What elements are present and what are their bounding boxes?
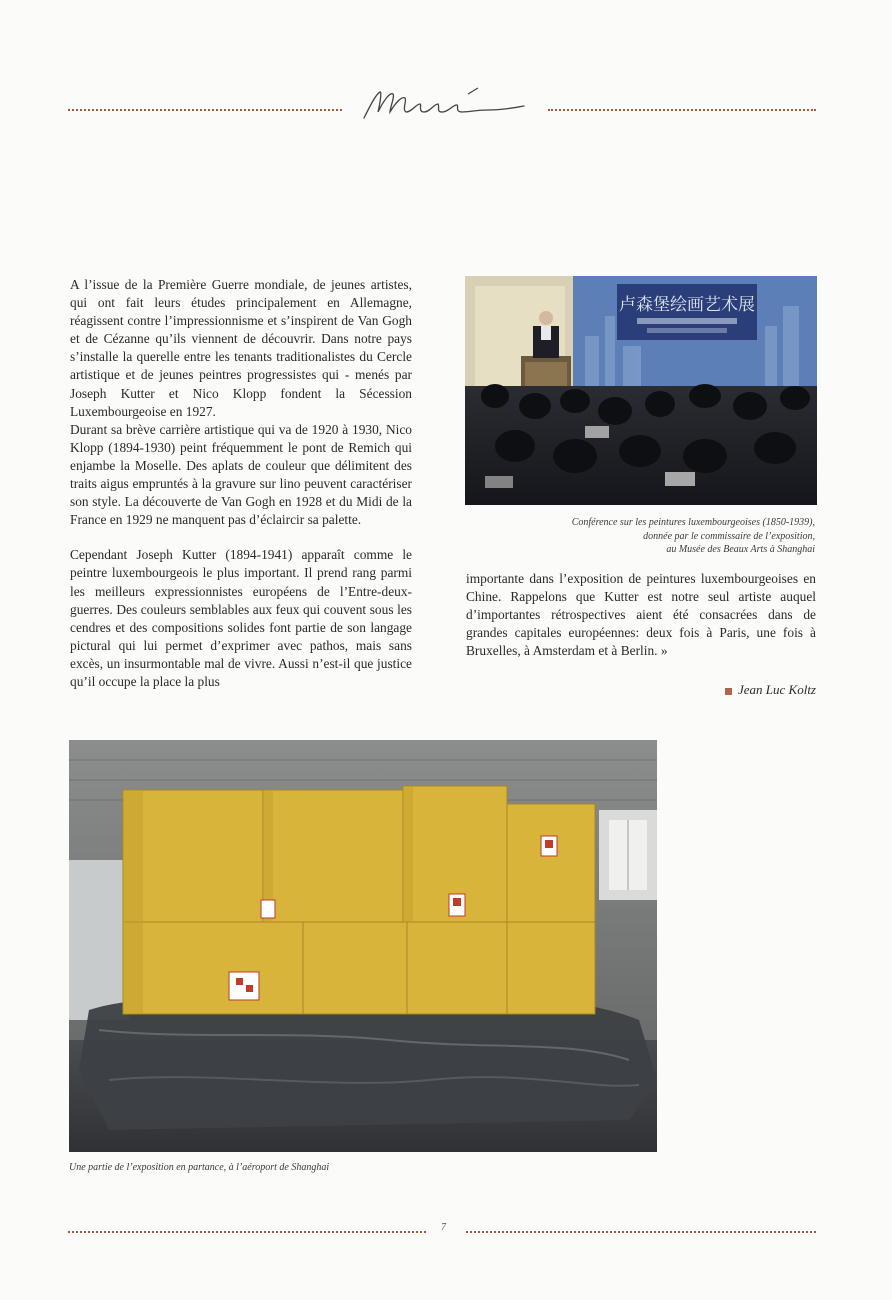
paragraph: Durant sa brève carrière artistique qui va de 1920 à 1930, Nico Klopp (1894-1930) peint fréquemment le pont de Remich qui enjambe la Moselle. Des aplats de couleur que délimitent des traits aigus empruntés à la gravure sur lino peuvent caractériser son style. La découverte de Van Gogh en 1928 et du Midi de la France en 1929 ne manquent pas d’éclaircir sa palette. [70, 421, 412, 528]
signature-square-icon [725, 688, 732, 695]
paragraph: Cependant Joseph Kutter (1894-1941) apparaît comme le peintre luxembourgeois le plus important. Il prend rang parmi les meilleurs expressionnistes européens de l’Entre-deux-guerres. Des couleurs semblables aux feux qui couvent sous les cendres et des compositions solides font partie de son langage pictural qui lui permet d’exprimer avec pathos, mais sans excès, un insurmontable mal de vivre. Aussi n’est-il que justice qu’il occupe la place la plus [70, 547, 412, 689]
page-number: 7 [441, 1222, 446, 1233]
article-column-left [70, 276, 412, 691]
article-column-right: importante dans l’exposition de peintures luxembourgeoises en Chine. Rappelons que Kutter est notre seul artiste auquel d’importantes rétrospectives aient été consacrées dans de grandes capitales européennes: deux fois à Paris, une fois à Bruxelles, à Amsterdam et à Berlin. » [466, 571, 816, 659]
caption-line: au Musée des Beaux Arts à Shanghai [666, 544, 815, 555]
crates-photo-caption: Une partie de l’exposition en partance, à l’aéroport de Shanghai [69, 1162, 330, 1173]
author-name: Jean Luc Koltz [738, 682, 816, 697]
crates-photo-image [69, 740, 657, 1152]
musee-logo [356, 82, 536, 126]
author-signature [725, 682, 816, 698]
conference-photo-caption [465, 516, 815, 557]
banner-title: 卢森堡绘画艺术展 [619, 295, 755, 315]
header-rule-right [548, 109, 816, 111]
crates-photo [69, 740, 657, 1152]
caption-line: Conférence sur les peintures luxembourgeoises (1850-1939), [571, 517, 815, 528]
conference-photo [465, 276, 817, 505]
caption-line: donnée par le commissaire de l’exposition, [643, 530, 815, 542]
footer-rule-right [466, 1231, 816, 1233]
paragraph: A l’issue de la Première Guerre mondiale, de jeunes artistes, qui ont fait leurs études principalement en Allemagne, réagissent contre l’impressionnisme et s’inspirent de Van Gogh et de Cézanne qu’ils viennent de découvrir. Dans notre pays s’installe la querelle entre les tenants traditionalistes du Cercle artistique et de jeunes peintres progressistes qui - menés par Joseph Kutter et Nico Klopp fondent la Sécession Luxembourgeoise en 1927. [70, 277, 412, 419]
conference-photo-image [465, 276, 817, 505]
musee-logo-script [356, 82, 536, 126]
header-rule-left [68, 109, 342, 111]
footer-rule-left [68, 1231, 426, 1233]
